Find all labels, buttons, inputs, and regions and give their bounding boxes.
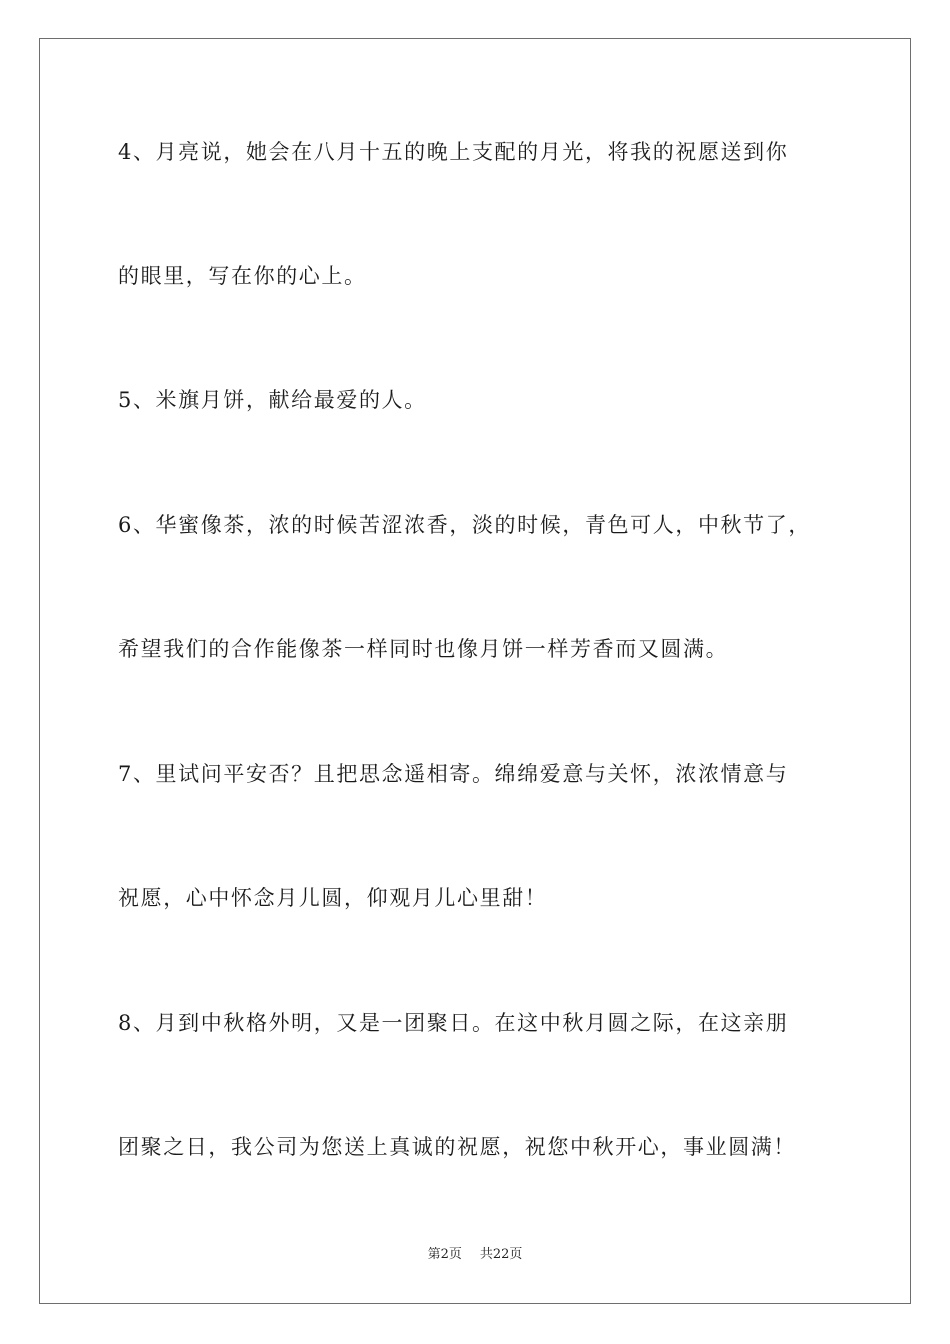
text-line: 团聚之日，我公司为您送上真诚的祝愿，祝您中秋开心，事业圆满！: [118, 1135, 796, 1159]
text-line: 7、里试问平安否？且把思念遥相寄。绵绵爱意与关怀，浓浓情意与: [118, 762, 789, 786]
text-line: 希望我们的合作能像茶一样同时也像月饼一样芳香而又圆满。: [118, 637, 729, 661]
page-footer: [0, 1245, 950, 1265]
text-line: 5、米旗月饼，献给最爱的人。: [118, 388, 427, 412]
page-total: 共22页: [479, 1247, 523, 1262]
text-line: 祝愿，心中怀念月儿圆，仰观月儿心里甜！: [118, 886, 548, 910]
text-line: 的眼里，写在你的心上。: [118, 264, 367, 288]
page-number: 第2页: [427, 1247, 462, 1262]
text-line: 6、华蜜像茶，浓的时候苦涩浓香，淡的时候，青色可人，中秋节了，: [118, 513, 811, 537]
text-line: 8、月到中秋格外明，又是一团聚日。在这中秋月圆之际，在这亲朋: [118, 1011, 789, 1035]
text-line: 4、月亮说，她会在八月十五的晚上支配的月光，将我的祝愿送到你: [118, 140, 789, 164]
page-frame: [39, 38, 911, 1304]
